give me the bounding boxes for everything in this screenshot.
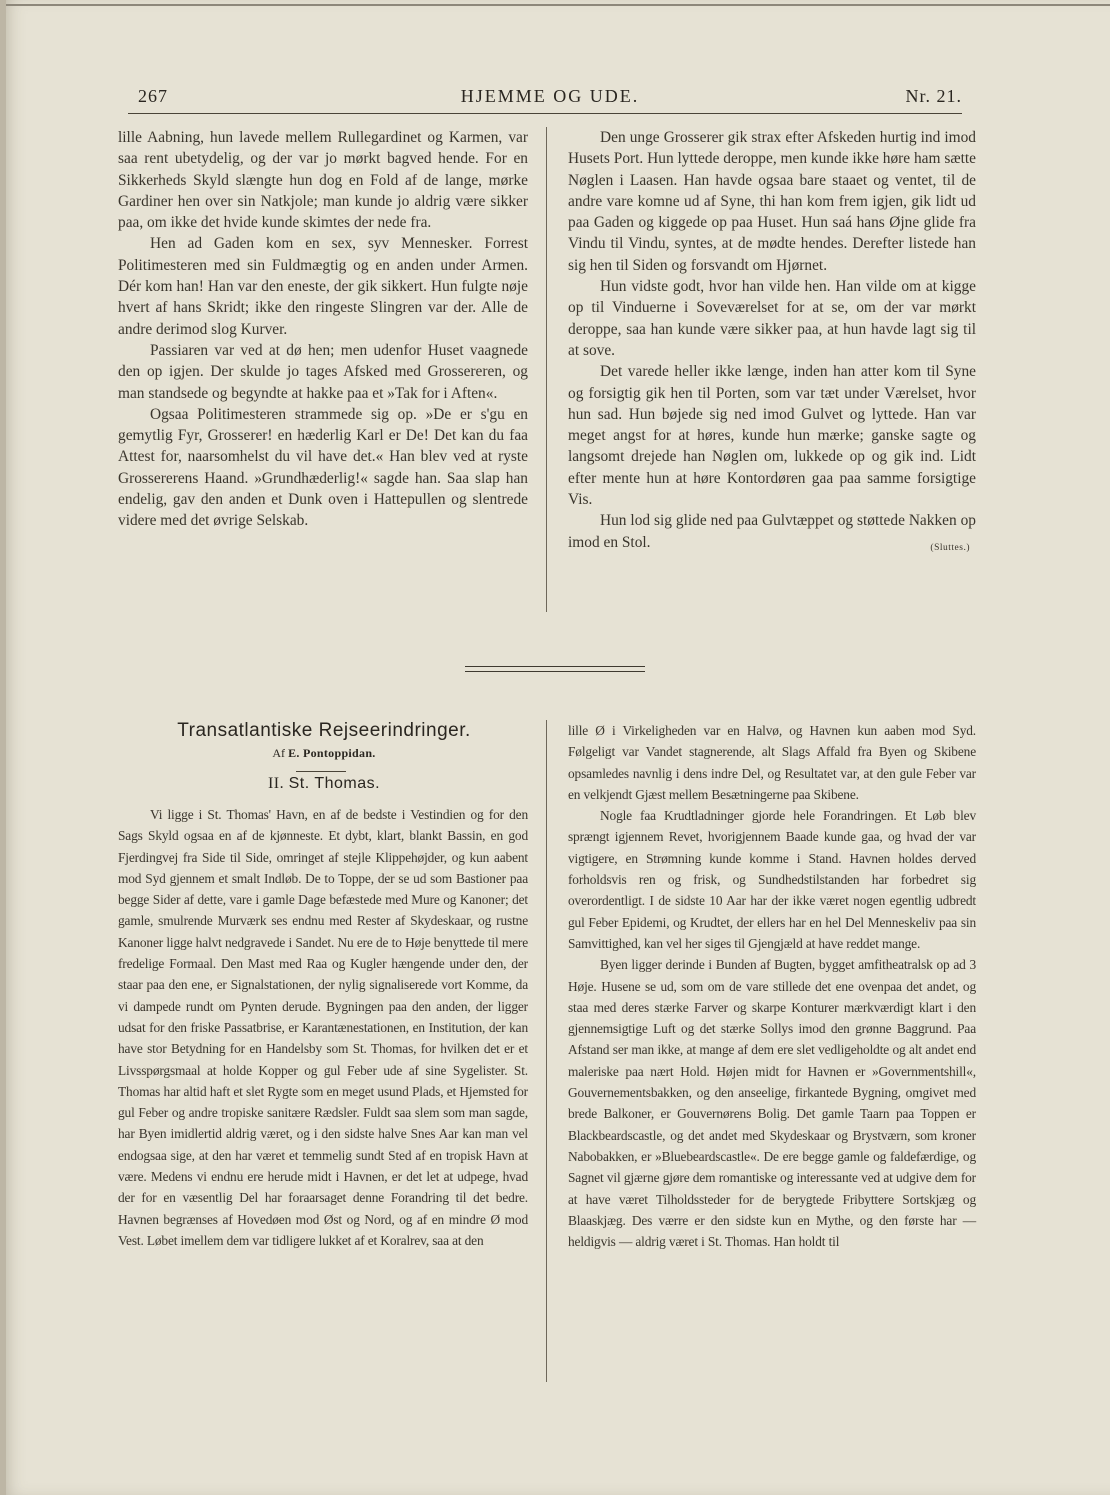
story-paragraph: Hun vidste godt, hvor han vilde hen. Han vilde om at kigge op til Vinduerne i Soveværelset for at se, om der var mørkt deroppe, saa han kunde være sikker paa, at hun havde lagt sig til at sove. bbox=[568, 278, 976, 359]
article-byline bbox=[118, 746, 530, 761]
column-divider bbox=[546, 720, 547, 1382]
byline-rule bbox=[296, 771, 346, 772]
article-title: Transatlantiske Rejseerindringer. bbox=[177, 720, 471, 741]
story-paragraph: Ogsaa Politimesteren strammede sig op. »De er s'gu en gemytlig Fyr, Grosserer! en hæderlig Karl er De! Det kan du faa Attest for, naarsomhelst du vil have det.« Han blev ved at ryste Grossererens Haand. »Grundhæderlig!« sagde han. Saa slap han endelig, gav den anden et Dunk oven i Hattepullen og slentrede videre med det øvrige Selskab. bbox=[118, 405, 528, 530]
section-heading bbox=[118, 775, 530, 793]
story-paragraph bbox=[568, 510, 976, 553]
page-number: 267 bbox=[138, 86, 168, 106]
author-name: E. Pontoppidan. bbox=[288, 746, 376, 760]
story-last-line: Hun lod sig glide ned paa Gulvtæppet og støttede Nakken op imod en Stol. bbox=[568, 512, 976, 551]
story-paragraph: Hen ad Gaden kom en sex, syv Mennesker. Forrest Politimesteren med sin Fuldmægtig og en anden under Armen. Dér kom han! Han var den eneste, der gik sikkert. Hun fulgte nøje hvert af hans Skridt; ikke den ringeste Slingren var der. Alle de andre derimod slog Kurver. bbox=[118, 235, 528, 338]
issue-number: Nr. 21. bbox=[905, 86, 962, 106]
section-separator-rule bbox=[465, 671, 645, 672]
top-edge-line bbox=[0, 4, 1110, 6]
article-column-right bbox=[568, 720, 976, 1252]
section-number: II. bbox=[267, 775, 285, 792]
section-separator-rule bbox=[465, 666, 645, 667]
to-be-continued-note: (Sluttes.) bbox=[930, 542, 970, 553]
byline-prefix: Af bbox=[272, 746, 286, 760]
section-name: St. Thomas. bbox=[288, 775, 381, 792]
article-paragraph: Vi ligge i St. Thomas' Havn, en af de bedste i Vestindien og for den Sags Skyld ogsaa en af de kjønneste. Et dybt, klart, blankt Bassin, en god Fjerdingvej fra Side til Side, omringet af stejle Klippehøjder, og kun aabent mod Syd gjennem et smalt Indløb. De to Toppe, der se ud som Bastioner paa begge Sider af dette, vare i gamle Dage befæstede med Mure og Kanoner; det gamle, smulrende Murværk ses endnu med Rester af Skydeskaar, og rustne Kanoner ligge halvt nedgravede i Sandet. Nu ere de to Høje benyttede til mere fredelige Formaal. Den Mast med Raa og Kugler hængende under den, der staar paa den ene, er Signalstationen, der nylig signaliserede vort Komme, da vi dampede rundt om Pynten derude. Bygningen paa den anden, der ligger udsat for den friske Passatbrise, er Karantænestationen, en Institution, der kan have stor Betydning for en Handelsby som St. Thomas, for hvilken det er et Livsspørgsmaal at holde Kopper og gul Feber ude af sine Sygelister. St. Thomas har altid haft et slet Rygte som en meget usund Plads, et Hjemsted for gul Feber og andre tropiske sanitære Rædsler. Fuldt saa slem som man sagde, har Byen imidlertid aldrig været, og i den sidste halve Snes Aar kan man vel endogsaa sige, at den har været et temmelig sundt Sted af en tropisk Havn at være. Medens vi endnu ere herude midt i Havnen, er det let at udpege, hvad der for en væsentlig Del har foraarsaget denne Forandring til det bedre. Havnen begrænses af Hovedøen mod Øst og Nord, og af en mindre Ø mod Vest. Løbet imellem dem var tidligere lukket af et Koralrev, saa at den bbox=[118, 807, 528, 1248]
story-paragraph: Passiaren var ved at dø hen; men udenfor Huset vaagnede den op igjen. Der skulde jo tages Afsked med Grossereren, og man standsede og begyndte at hakke paa et »Tak for i Aften«. bbox=[118, 341, 528, 402]
article-column-left bbox=[118, 804, 528, 1251]
article-paragraph: Byen ligger derinde i Bunden af Bugten, bygget amfitheatralsk op ad 3 Høje. Husene se ud, som om de vare stillede det ene ovenpaa det andet, og staa med deres stærke Farver og skarpe Konturer mærkværdigt klart i den gjennemsigtige Luft og det stærke Sollys imod den grønne Baggrund. Paa Afstand ser man ikke, at mange af dem ere slet vedligeholdte og alt andet end maleriske paa nært Hold. Højen midt for Havnen er »Governmentshill«, Gouvernementsbakken, og den anseelige, firkantede Bygning, omgivet med brede Balkoner, er Gouvernørens Bolig. Det gamle Taarn paa Toppen er Blackbeardscastle, og det andet med Skydeskaar og Brystværn, som kroner Nabobakken, er »Bluebeardscastle«. De ere begge gamle og faldefærdige, og Sagnet vil gjærne gjøre dem romantiske og interessante ved at udgive dem for at have været Tilholdssteder for de berygtede Fribyttere Sortskjæg og Blaaskjæg. Des værre er den sidste kun en Mythe, og den første har — heldigvis — aldrig været i St. Thomas. Han holdt til bbox=[568, 957, 976, 1250]
page-header bbox=[138, 86, 962, 110]
publication-title: HJEMME OG UDE. bbox=[460, 86, 640, 106]
article-paragraph: lille Ø i Virkeligheden var en Halvø, og Havnen kun aaben mod Syd. Følgeligt var Vandet stagnerende, alt Slags Affald fra Byen og Skibene opsamledes navnlig i dens indre Del, og Resultatet var, at den gule Feber var en velkjendt Gjæst mellem Besætningerne paa Skibene. bbox=[568, 723, 976, 802]
header-rule bbox=[128, 113, 962, 114]
column-divider bbox=[546, 127, 547, 612]
article-paragraph: Nogle faa Krudtladninger gjorde hele Forandringen. Et Løb blev sprængt igjennem Revet, hvorigjennem Baade kunde gaa, og hvad der var vigtigere, en Strømning kunde komme i Stand. Havnen holdes derved forholdsvis ren og frisk, og Sundhedstilstanden har forbedret sig overordentligt. I de sidste 10 Aar har der ikke været nogen egentlig udbredt gul Feber Epidemi, og Krudtet, der ellers har en hel Del Menneskeliv paa sin Samvittighed, kan vel her siges til Gjengjæld at have reddet mange. bbox=[568, 808, 976, 951]
story-paragraph: Den unge Grosserer gik strax efter Afskeden hurtig ind imod Husets Port. Hun lyttede deroppe, men kunde ikke høre ham sætte Nøglen i Laasen. Han havde ogsaa bare staaet og ventet, til de andre vare komne ud af Syne, thi han kom frem igjen, gik lidt ud paa Gaden og kiggede op paa Huset. Hun saá hans Øjne glide fra Vindu til Vindu, syntes, at de mødte hendes. Derefter listede han sig hen til Siden og forsvandt om Hjørnet. bbox=[568, 129, 976, 274]
story-paragraph: Det varede heller ikke længe, inden han atter kom til Syne og forsigtig gik hen til Porten, som var tæt under Værelset, hvor hun sad. Hun bøjede sig ned imod Gulvet og lyttede. Han var meget angst for at høres, kunde hun mærke; ganske sagte og langsomt drejede han Nøglen om, lukkede op og gik ind. Lidt efter mente hun at høre Kontordøren gaa paa samme forsigtige Vis. bbox=[568, 363, 976, 509]
story-paragraph: lille Aabning, hun lavede mellem Rullegardinet og Karmen, var saa rent ubetydelig, og der var jo mørkt bagved hende. For en Sikkerheds Skyld slængte hun dog en Fold af de lange, mørke Gardiner hen over sin Natkjole; man kunde jo aldrig være sikker paa, om ikke det hvide kunde skimtes der nede fra. bbox=[118, 129, 528, 232]
story-column-left bbox=[118, 127, 528, 532]
binding-edge bbox=[0, 0, 6, 1495]
story-column-right bbox=[568, 127, 976, 559]
